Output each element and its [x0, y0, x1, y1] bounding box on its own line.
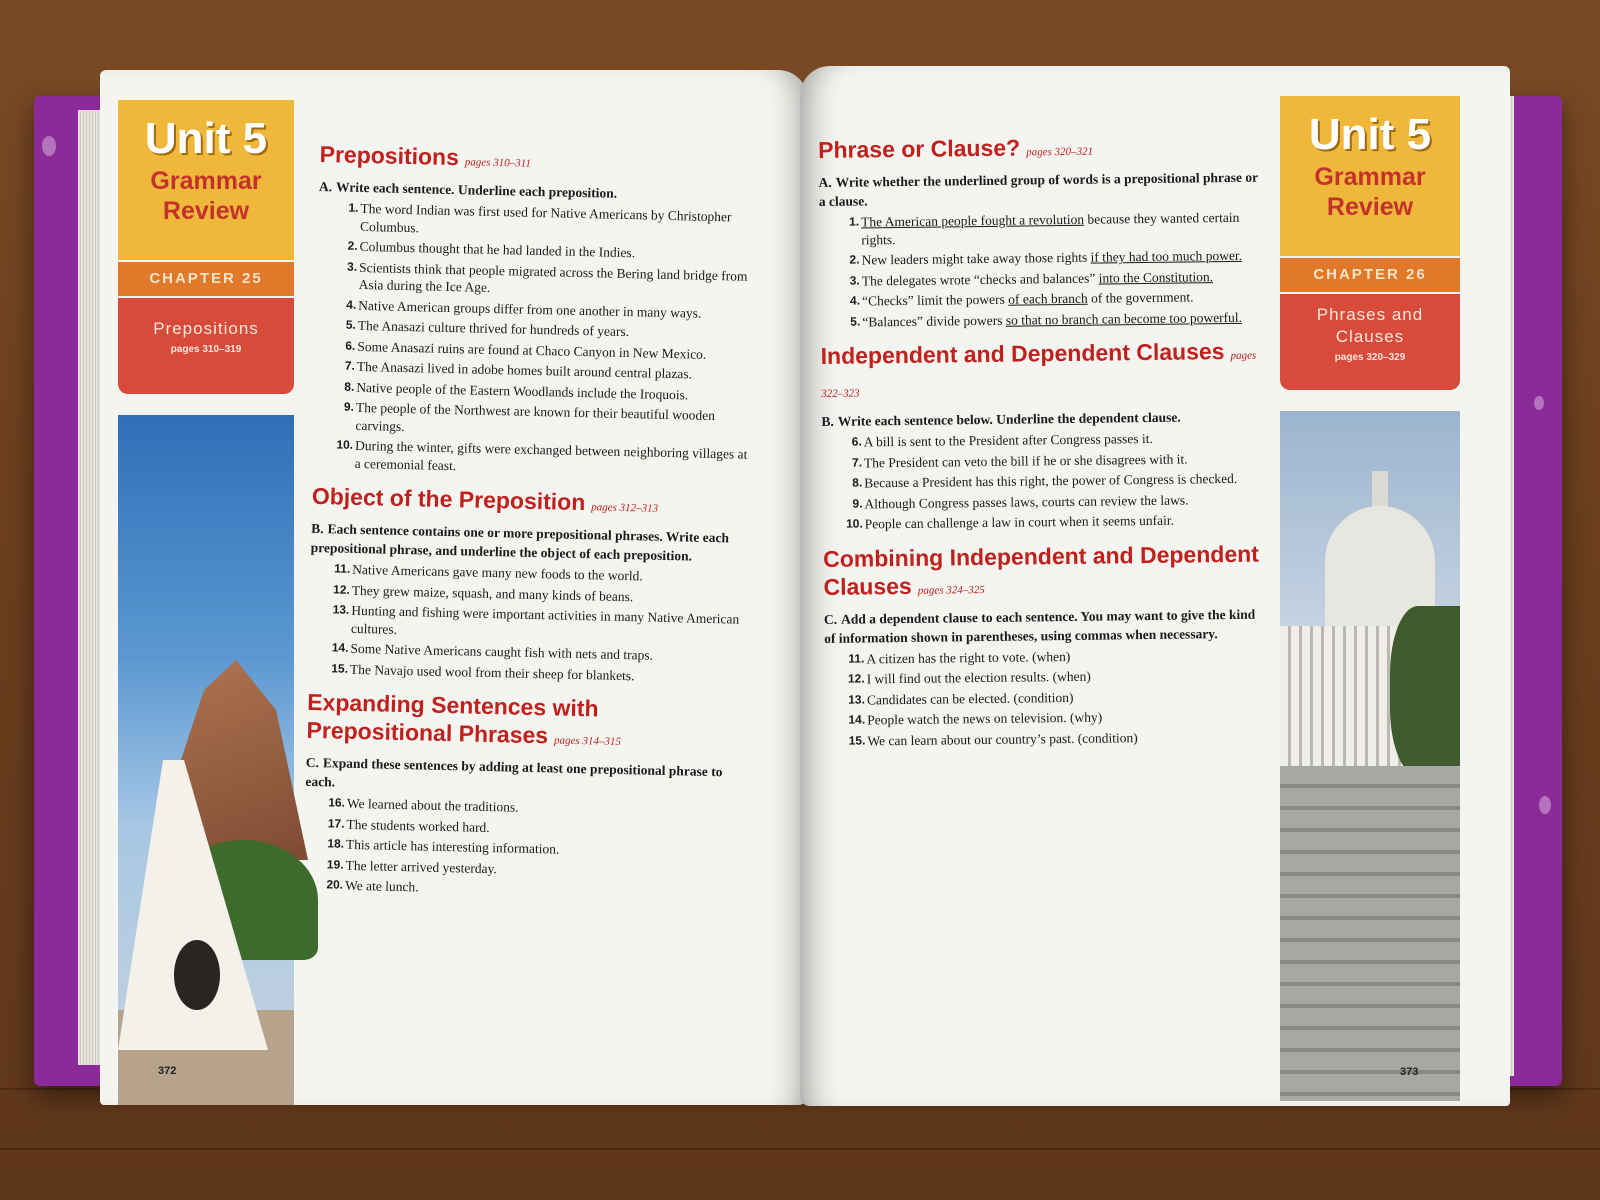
exercise-item: 5. The Anasazi culture thrived for hundreds of years.: [345, 317, 630, 340]
tree-image: [1390, 606, 1460, 776]
chapter-label: CHAPTER 26: [1280, 258, 1460, 292]
exercise-item: 16. We learned about the traditions.: [328, 795, 519, 815]
unit-header: [118, 100, 294, 260]
section-heading: Prepositions pages 310–311: [319, 140, 532, 171]
right-page: [800, 66, 1510, 1106]
exercise-item: 15. We can learn about our country’s past. (condition): [848, 729, 1138, 748]
left-sidebar: [118, 70, 294, 1105]
chapter-label: CHAPTER 25: [118, 262, 294, 296]
section-pages: pages 310–311: [464, 156, 532, 170]
exercise-item: 13. Candidates can be elected. (condition): [848, 689, 1074, 707]
exercise-item: 8. Native people of the Eastern Woodlands include the Iroquois.: [344, 379, 689, 402]
unit-subtitle-line: Review: [162, 197, 250, 225]
exercise-item: 4. “Checks” limit the powers of each branch of the government.: [849, 289, 1194, 309]
exercise-item: 3. Scientists think that people migrated across the Bering land bridge from Asia during the Ice Age.: [346, 259, 748, 295]
exercise-list: [824, 645, 1265, 750]
exercise-list: [819, 209, 1260, 331]
left-text-column: [303, 140, 760, 906]
chapter-topic: [1280, 304, 1460, 348]
chapter-topic-line: Phrases and: [1316, 305, 1424, 324]
page-number: 373: [1400, 1066, 1419, 1078]
exercise-item: 6. A bill is sent to the President after Congress passes it.: [851, 430, 1153, 450]
exercise-item: 1. The word Indian was first used for Native Americans by Christopher Columbus.: [348, 200, 732, 235]
exercise-item: 11. A citizen has the right to vote. (when): [848, 648, 1071, 666]
exercise-item: 2. New leaders might take away those rights if they had too much power.: [849, 247, 1243, 268]
table-plank-seam: [0, 1148, 1600, 1150]
section-pages: pages 324–325: [917, 583, 985, 597]
unit-header: [1280, 96, 1460, 256]
chapter-topic-box: [1280, 294, 1460, 390]
section-pages: pages 314–315: [553, 734, 622, 748]
exercise-item: 15. The Navajo used wool from their sheep for blankets.: [331, 660, 635, 683]
section-instruction: B. Write each sentence below. Underline the dependent clause.: [821, 409, 1181, 429]
section-instruction: A. Write whether the underlined group of words is a prepositional phrase or a clause.: [818, 169, 1258, 209]
cover-wear: [1534, 396, 1544, 410]
exercise-list: [822, 429, 1263, 534]
right-text-column: [818, 131, 1266, 753]
unit-title: Unit 5: [1308, 110, 1432, 159]
section-instruction: C. Expand these sentences by adding at least one prepositional phrase to each.: [305, 754, 723, 790]
cover-wear: [42, 136, 56, 156]
page-number: 372: [158, 1065, 177, 1077]
exercise-item: 14. People watch the news on television. (why): [848, 709, 1103, 728]
exercise-item: 13. Hunting and fishing were important activities in many Native American cultures.: [332, 602, 740, 637]
unit-subtitle-line: Review: [1326, 193, 1414, 221]
exercise-item: 2. Columbus thought that he had landed in the Indies.: [347, 238, 636, 261]
exercise-item: 1. The American people fought a revolution because they wanted certain rights.: [848, 209, 1240, 247]
section-heading: Expanding Sentences with Prepositional Phrases pages 314–315: [306, 688, 622, 749]
exercise-item: 10. During the winter, gifts were exchanged between neighboring villages at a ceremonial feast.: [336, 437, 748, 473]
section-pages: pages 312–313: [591, 501, 659, 515]
cover-wear: [1539, 796, 1551, 814]
section-instruction: C. Add a dependent clause to each sentence. You may want to give the kind of information shown in parentheses, using commas when necessary.: [823, 606, 1256, 646]
exercise-item: 3. The delegates wrote “checks and balances” into the Constitution.: [849, 268, 1214, 288]
exercise-list: [312, 199, 758, 481]
unit-subtitle-line: Grammar: [150, 167, 262, 195]
exercise-item: 14. Some Native Americans caught fish with nets and traps.: [331, 640, 654, 663]
section-heading: Combining Independent and Dependent Clauses pages 324–325: [823, 540, 1260, 600]
section-heading: Object of the Preposition pages 312–313: [311, 482, 659, 516]
section-heading: Independent and Dependent Clauses pages 322–323: [820, 338, 1257, 400]
section-heading: Phrase or Clause? pages 320–321: [818, 134, 1094, 163]
exercise-item: 10. People can challenge a law in court when it seems unfair.: [845, 512, 1175, 532]
exercise-item: 20. We ate lunch.: [326, 877, 419, 895]
exercise-item: 11. Native Americans gave many new foods to the world.: [334, 561, 643, 584]
chapter-pages: pages 320–329: [1334, 352, 1406, 363]
exercise-item: 7. The Anasazi lived in adobe homes built around central plazas.: [344, 358, 693, 382]
exercise-item: 7. The President can veto the bill if he or she disagrees with it.: [851, 451, 1188, 470]
chapter-topic: Prepositions: [153, 319, 259, 338]
left-page: [100, 70, 808, 1105]
right-sidebar: [1280, 66, 1460, 1106]
exercise-item: 5. “Balances” divide powers so that no branch can become too powerful.: [850, 309, 1243, 329]
exercise-list: [308, 560, 751, 687]
tipi-door: [174, 940, 220, 1010]
chapter-pages: pages 310–319: [170, 344, 242, 355]
exercise-item: 9. The people of the Northwest are known for their beautiful wooden carvings.: [343, 399, 716, 434]
exercise-item: 9. Although Congress passes laws, courts can review the laws.: [852, 492, 1189, 511]
exercise-item: 17. The students worked hard.: [327, 815, 490, 835]
exercise-item: 8. Because a President has this right, the power of Congress is checked.: [852, 470, 1238, 491]
section-instruction: B. Each sentence contains one or more prepositional phrases. Write each prepositional phrase, and underline the object of each preposition.: [310, 520, 730, 564]
section-pages: pages 320–321: [1026, 145, 1094, 159]
exercise-item: 19. The letter arrived yesterday.: [326, 856, 497, 876]
exercise-list: [303, 794, 745, 903]
chapter-topic-line: Clauses: [1335, 327, 1405, 346]
unit-subtitle-line: Grammar: [1314, 163, 1426, 191]
exercise-item: 18. This article has interesting information.: [327, 836, 560, 857]
exercise-item: 4. Native American groups differ from one another in many ways.: [346, 297, 702, 321]
capitol-steps-image: [1280, 766, 1460, 1101]
unit-subtitle: [1280, 162, 1460, 222]
section-pages: pages 322–323: [821, 349, 1257, 400]
unit-subtitle: [118, 166, 294, 226]
exercise-item: 6. Some Anasazi ruins are found at Chaco Canyon in New Mexico.: [345, 338, 707, 362]
unit-title: Unit 5: [144, 114, 268, 163]
exercise-item: 12. I will find out the election results. (when): [847, 668, 1091, 687]
section-instruction: A. Write each sentence. Underline each preposition.: [318, 178, 618, 201]
exercise-item: 12. They grew maize, squash, and many kinds of beans.: [332, 581, 634, 604]
chapter-topic-box: [118, 298, 294, 394]
